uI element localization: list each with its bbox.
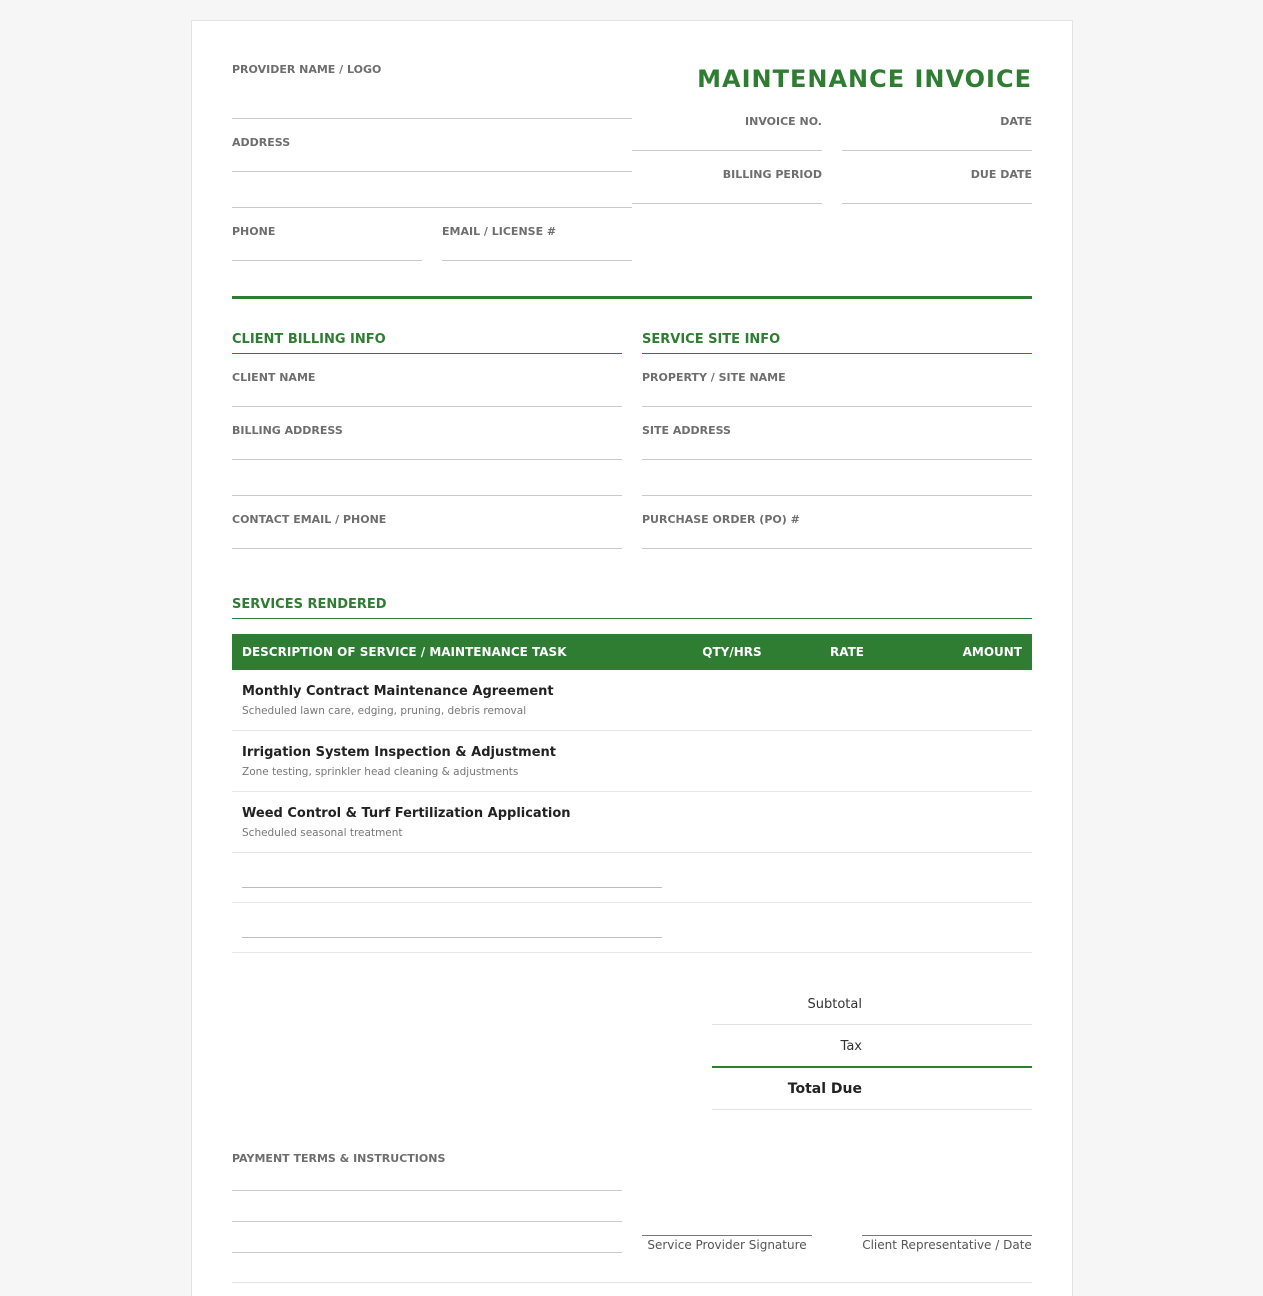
header-divider [232,296,1032,299]
date-field[interactable] [842,150,1032,151]
client-signature-line[interactable] [862,1235,1032,1236]
column-header-qty: QTY/HRS [702,645,762,659]
service-site-heading: SERVICE SITE INFO [642,332,781,347]
property-name-field[interactable] [642,406,1032,407]
site-address-field-1[interactable] [642,459,1032,460]
client-name-label: CLIENT NAME [232,371,316,384]
billing-address-field-1[interactable] [232,459,622,460]
table-row-blank[interactable] [232,853,1032,903]
services-table-header [232,634,1032,670]
blank-description-field[interactable] [242,937,662,938]
provider-name-field[interactable] [232,118,632,119]
payment-terms-field-2[interactable] [232,1221,622,1222]
service-title: Monthly Contract Maintenance Agreement [242,684,554,699]
site-address-label: SITE ADDRESS [642,424,731,437]
billing-address-label: BILLING ADDRESS [232,424,343,437]
date-label: DATE [1000,115,1032,128]
tax-label: Tax [840,1039,862,1054]
invoice-title: MAINTENANCE INVOICE [697,65,1032,93]
address-field-2[interactable] [232,207,632,208]
provider-name-label: PROVIDER NAME / LOGO [232,63,382,76]
provider-signature-label: Service Provider Signature [647,1238,807,1252]
payment-terms-field-1[interactable] [232,1190,622,1191]
table-row [232,792,1032,853]
due-date-label: DUE DATE [970,168,1032,181]
phone-label: PHONE [232,225,276,238]
billing-address-field-2[interactable] [232,495,622,496]
email-license-field[interactable] [442,260,632,261]
billing-period-label: BILLING PERIOD [722,168,822,181]
address-field-1[interactable] [232,171,632,172]
phone-field[interactable] [232,260,422,261]
property-name-label: PROPERTY / SITE NAME [642,371,786,384]
invoice-no-label: INVOICE NO. [745,115,822,128]
tax-row [712,1025,1032,1068]
footer-divider [232,1282,1032,1283]
service-description: Scheduled lawn care, edging, pruning, debris removal [242,705,527,717]
column-header-rate: RATE [830,645,864,659]
service-title: Irrigation System Inspection & Adjustment [242,745,557,760]
payment-terms-field-3[interactable] [232,1252,622,1253]
services-heading: SERVICES RENDERED [232,597,387,612]
client-name-field[interactable] [232,406,622,407]
column-header-amount: AMOUNT [962,645,1022,659]
address-label: ADDRESS [232,136,291,149]
blank-description-field[interactable] [242,887,662,888]
table-row [232,731,1032,792]
services-heading-rule [232,618,1032,619]
provider-signature-line[interactable] [642,1235,812,1236]
po-number-label: PURCHASE ORDER (PO) # [642,513,800,526]
subtotal-row [712,983,1032,1025]
total-due-label: Total Due [787,1081,862,1097]
po-number-field[interactable] [642,548,1032,549]
due-date-field[interactable] [842,203,1032,204]
invoice-no-field[interactable] [632,150,822,151]
client-billing-heading: CLIENT BILLING INFO [232,332,386,347]
subtotal-label: Subtotal [807,997,862,1012]
site-heading-rule [642,353,1032,354]
invoice-page [191,20,1073,1296]
contact-field[interactable] [232,548,622,549]
client-heading-rule [232,353,622,354]
client-signature-label: Client Representative / Date [862,1238,1032,1252]
table-row [232,670,1032,731]
payment-terms-label: PAYMENT TERMS & INSTRUCTIONS [232,1152,446,1165]
billing-period-field[interactable] [632,203,822,204]
email-license-label: EMAIL / LICENSE # [442,225,557,238]
site-address-field-2[interactable] [642,495,1032,496]
table-row-blank[interactable] [232,903,1032,953]
service-description: Scheduled seasonal treatment [242,827,403,839]
service-title: Weed Control & Turf Fertilization Application [242,806,571,821]
total-due-row [712,1068,1032,1110]
service-description: Zone testing, sprinkler head cleaning & adjustments [242,766,519,778]
contact-label: CONTACT EMAIL / PHONE [232,513,387,526]
column-header-description: DESCRIPTION OF SERVICE / MAINTENANCE TASK [242,645,567,659]
